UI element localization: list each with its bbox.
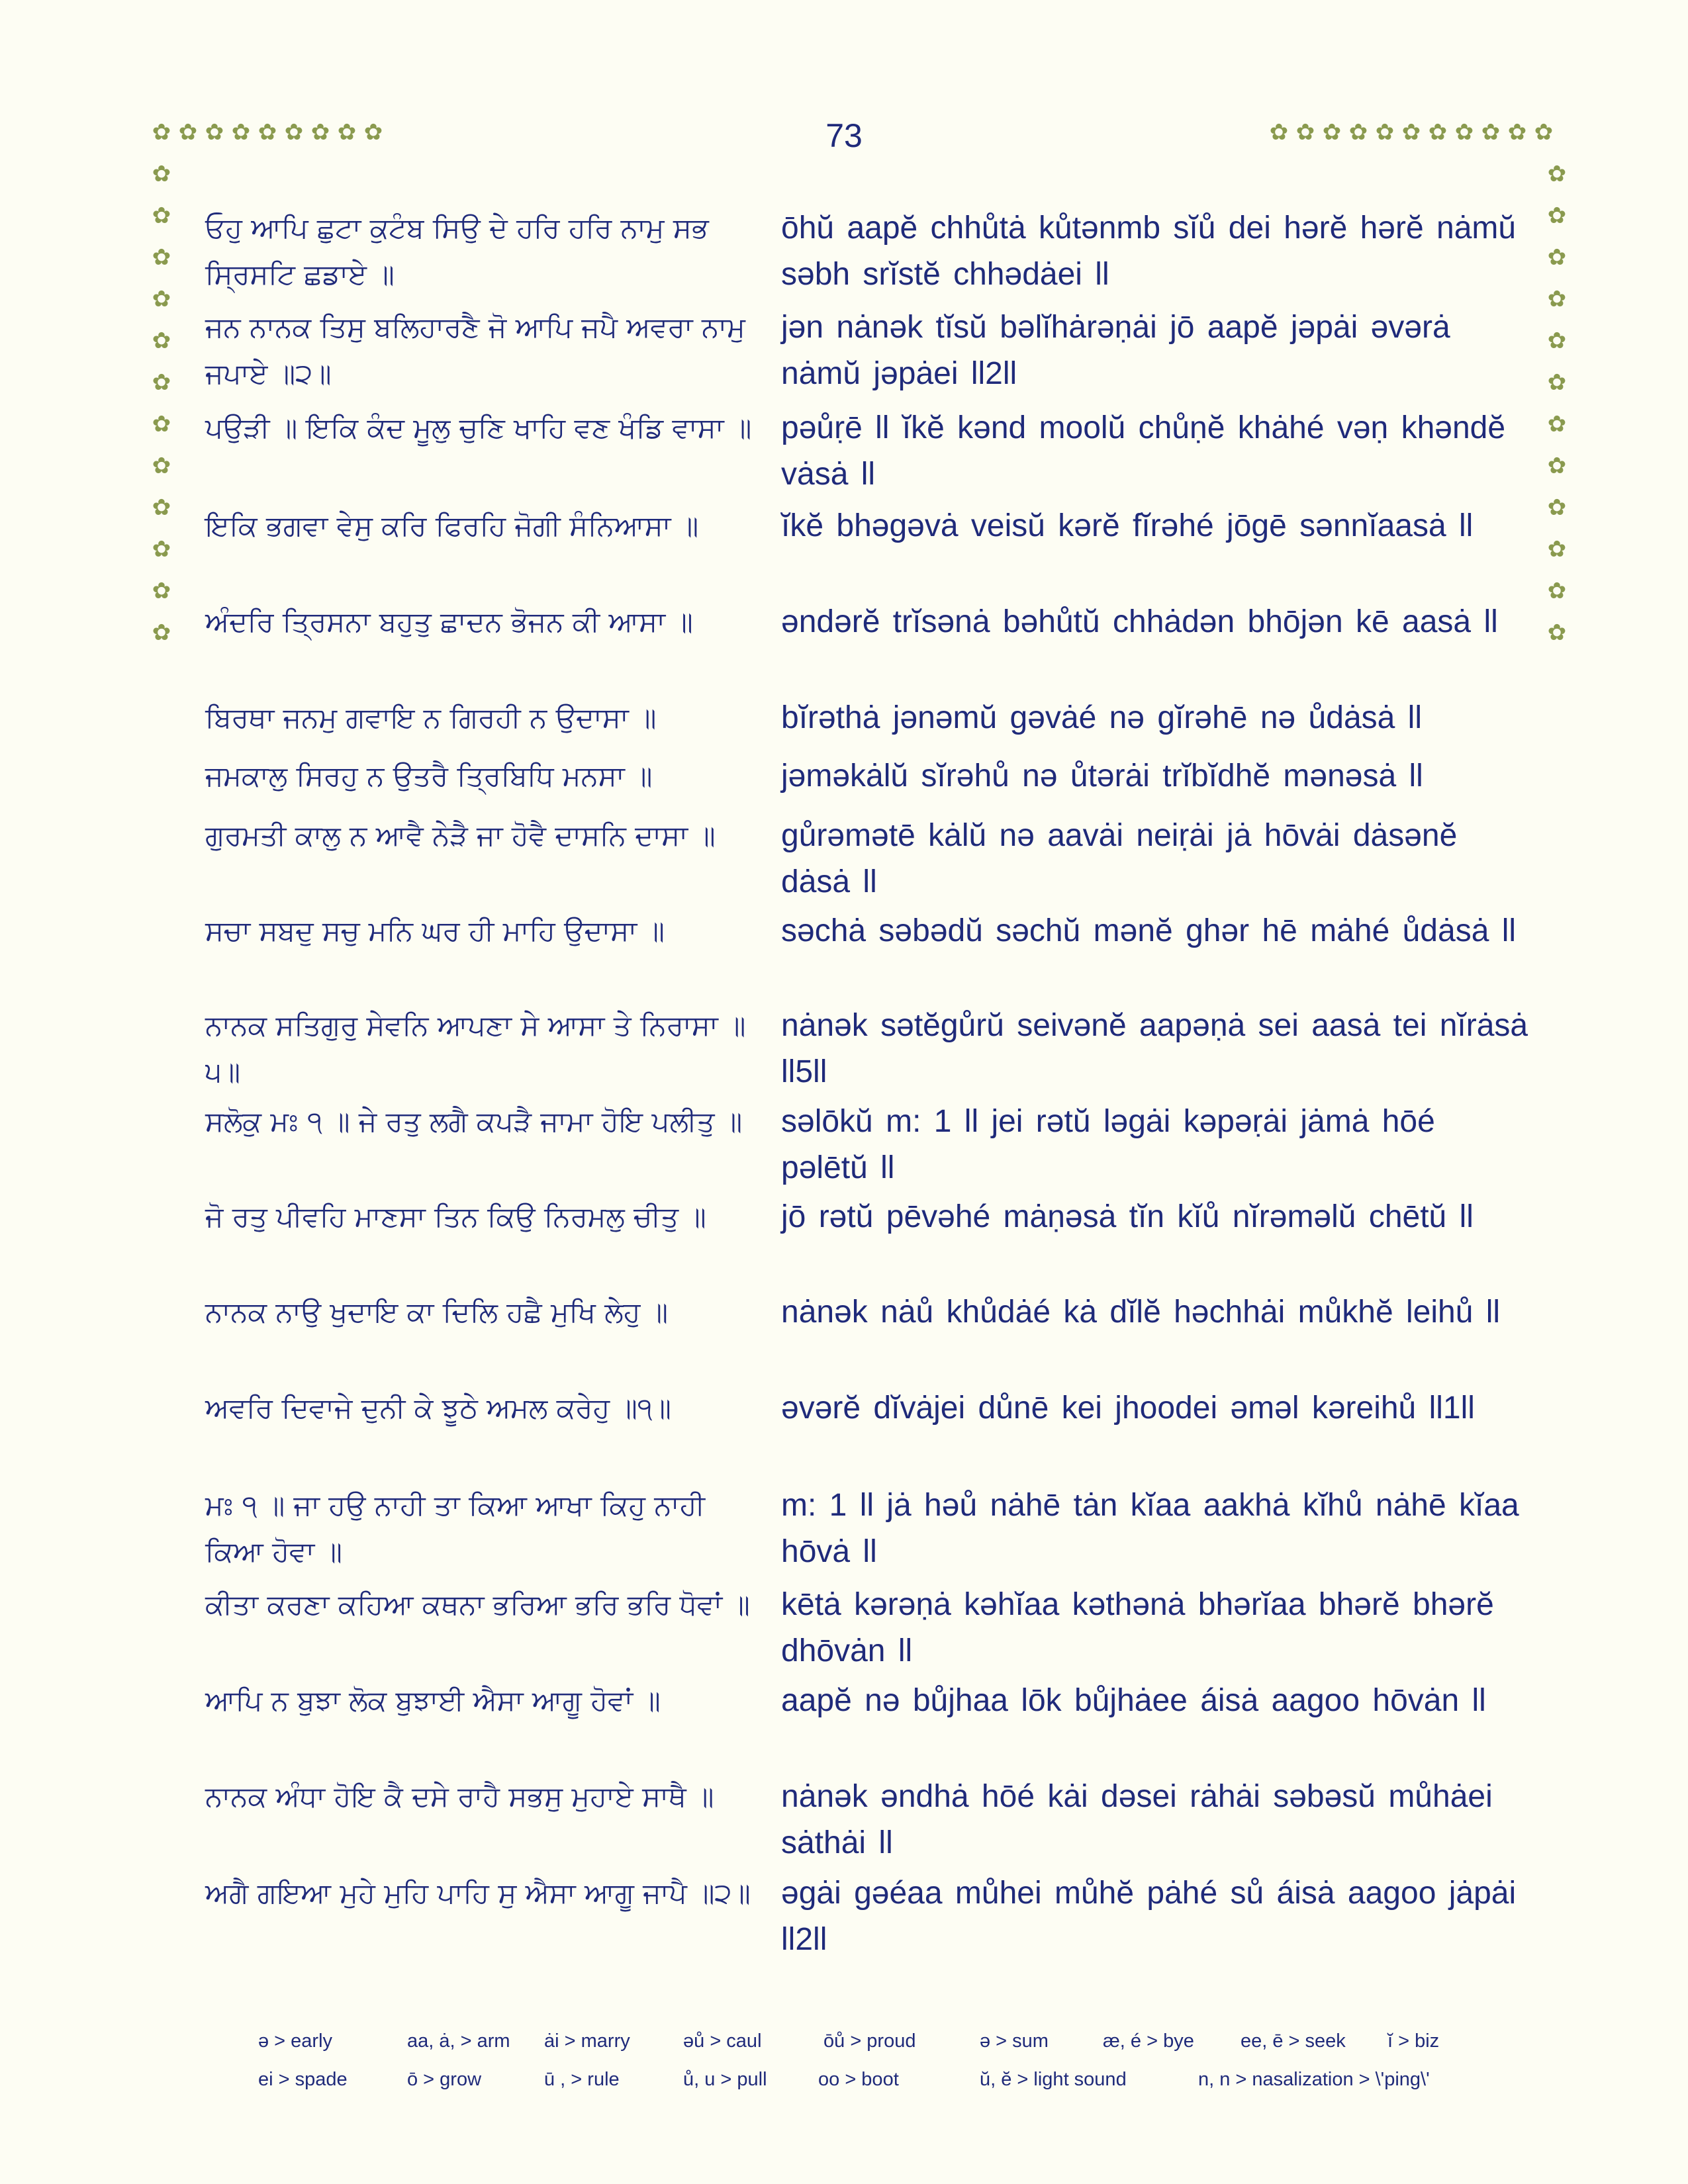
legend-item: ə > early xyxy=(258,2030,333,2052)
transliteration-text: jən nȧnək tĭsŭ bəlĭhȧrəṇȧi jō aapĕ jəpȧi əvərȧ nȧmŭ jəpȧei ll2ll xyxy=(781,310,1450,391)
transliteration-text: jō rətŭ pēvəhé mȧṇəsȧ tĭn kĭů nĭrəməlŭ chētŭ ll xyxy=(781,1199,1474,1234)
flower-ornament-icon: ✿ xyxy=(1547,203,1567,229)
page-number: 73 xyxy=(825,117,863,154)
flower-ornament-icon: ✿ xyxy=(152,244,171,271)
flower-ornament-icon: ✿ xyxy=(1547,619,1567,646)
legend-item: ȧi > marry xyxy=(544,2030,630,2052)
legend-item: əů > caul xyxy=(683,2030,762,2052)
gurmukhi-text: ਅਵਰਿ ਦਿਵਾਜੇ ਦੁਨੀ ਕੇ ਝੂਠੇ ਅਮਲ ਕਰੇਹੁ ॥੧॥ xyxy=(205,1392,671,1424)
transliteration-text: ĭkĕ bhəgəvȧ veisŭ kərĕ fĭrəhé jōgē sənnĭaasȧ ll xyxy=(781,508,1474,543)
gurmukhi-text: ਗੁਰਮਤੀ ਕਾਲੁ ਨ ਆਵੈ ਨੇੜੈ ਜਾ ਹੋਵੈ ਦਾਸਨਿ ਦਾਸਾ ॥ xyxy=(205,819,716,852)
transliteration-text: bĭrəthȧ jənəmŭ gəvȧé nə gĭrəhē nə ůdȧsȧ ll xyxy=(781,700,1422,735)
legend-item: ə > sum xyxy=(980,2030,1049,2052)
flower-ornament-icon: ✿ xyxy=(1547,494,1567,521)
flower-ornament-icon: ✿ xyxy=(1547,244,1567,271)
gurmukhi-text: ਆਪਿ ਨ ਬੁਝਾ ਲੋਕ ਬੁਝਾਈ ਐਸਾ ਆਗੂ ਹੋਵਾਂ ॥ xyxy=(205,1684,661,1717)
flower-ornament-icon: ✿ xyxy=(231,119,251,146)
legend-item: æ, é > bye xyxy=(1103,2030,1194,2052)
gurmukhi-text: ਜਨ ਨਾਨਕ ਤਿਸੁ ਬਲਿਹਾਰਣੈ ਜੋ ਆਪਿ ਜਪੈ ਅਵਰਾ ਨਾਮੁ ਜਪਾਏ ॥੨॥ xyxy=(205,311,745,390)
flower-ornament-icon: ✿ xyxy=(152,203,171,229)
flower-ornament-icon: ✿ xyxy=(205,119,224,146)
legend-item: ee, ē > seek xyxy=(1241,2030,1346,2052)
transliteration-text: əgȧi gəéaa můhei můhĕ pȧhé sů áisȧ aagoo jȧpȧi ll2ll xyxy=(781,1876,1517,1957)
gurmukhi-text: ਜਮਕਾਲੁ ਸਿਰਹੁ ਨ ਉਤਰੈ ਤ੍ਰਿਬਿਧਿ ਮਨਸਾ ॥ xyxy=(205,760,653,792)
flower-ornament-icon: ✿ xyxy=(1547,411,1567,437)
legend-item: ů, u > pull xyxy=(683,2069,767,2090)
flower-ornament-icon: ✿ xyxy=(1269,119,1289,146)
transliteration-text: səlōkŭ m: 1 ll jei rətŭ ləgȧi kəpəṛȧi jȧmȧ hōé pəlētŭ ll xyxy=(781,1104,1435,1185)
gurmukhi-text: ਬਿਰਥਾ ਜਨਮੁ ਗਵਾਇ ਨ ਗਿਰਹੀ ਨ ਉਦਾਸਾ ॥ xyxy=(205,702,657,734)
flower-ornament-icon: ✿ xyxy=(258,119,277,146)
flower-ornament-icon: ✿ xyxy=(1295,119,1315,146)
flower-ornament-icon: ✿ xyxy=(1348,119,1368,146)
legend-item: ei > spade xyxy=(258,2069,348,2090)
flower-ornament-icon: ✿ xyxy=(152,411,171,437)
transliteration-text: aapĕ nə bůjhaa lōk bůjhȧee áisȧ aagoo hōvȧn ll xyxy=(781,1683,1486,1718)
flower-ornament-icon: ✿ xyxy=(284,119,304,146)
flower-ornament-icon: ✿ xyxy=(152,328,171,354)
legend-item: ū , > rule xyxy=(544,2069,620,2090)
gurmukhi-text: ਇਕਿ ਭਗਵਾ ਵੇਸੁ ਕਰਿ ਫਿਰਹਿ ਜੋਗੀ ਸੰਨਿਆਸਾ ॥ xyxy=(205,510,699,542)
flower-ornament-icon: ✿ xyxy=(1547,161,1567,187)
transliteration-text: kētȧ kərəṇȧ kəhĭaa kəthənȧ bhərĭaa bhərĕ bhərĕ dhōvȧn ll xyxy=(781,1587,1494,1668)
transliteration-text: m: 1 ll jȧ həů nȧhē tȧn kĭaa aakhȧ kĭhů nȧhē kĭaa hōvȧ ll xyxy=(781,1488,1519,1569)
legend-item: ō > grow xyxy=(407,2069,482,2090)
transliteration-text: nȧnək əndhȧ hōé kȧi dəsei rȧhȧi səbəsŭ můhȧei sȧthȧi ll xyxy=(781,1779,1493,1860)
flower-ornament-icon: ✿ xyxy=(152,494,171,521)
legend-item: aa, ȧ, > arm xyxy=(407,2030,510,2052)
flower-ornament-icon: ✿ xyxy=(1547,369,1567,396)
gurmukhi-text: ਨਾਨਕ ਅੰਧਾ ਹੋਇ ਕੈ ਦਸੇ ਰਾਹੈ ਸਭਸੁ ਮੁਹਾਏ ਸਾਥੈ ॥ xyxy=(205,1780,714,1813)
flower-ornament-icon: ✿ xyxy=(1481,119,1501,146)
flower-ornament-icon: ✿ xyxy=(152,619,171,646)
legend-item: oo > boot xyxy=(818,2069,899,2090)
transliteration-text: gůrəmətē kȧlŭ nə aavȧi neiṛȧi jȧ hōvȧi dȧsənĕ dȧsȧ ll xyxy=(781,818,1458,899)
flower-ornament-icon: ✿ xyxy=(152,119,171,146)
transliteration-text: səchȧ səbədŭ səchŭ mənĕ ghər hē mȧhé ůdȧsȧ ll xyxy=(781,913,1517,948)
flower-ornament-icon: ✿ xyxy=(152,578,171,604)
flower-ornament-icon: ✿ xyxy=(1547,328,1567,354)
gurmukhi-text: ਮਃ ੧ ॥ ਜਾ ਹਉ ਨਾਹੀ ਤਾ ਕਿਆ ਆਖਾ ਕਿਹੁ ਨਾਹੀ ਕਿਆ ਹੋਵਾ ॥ xyxy=(205,1489,706,1568)
flower-ornament-icon: ✿ xyxy=(310,119,330,146)
transliteration-text: nȧnək sətĕgůrŭ seivənĕ aapəṇȧ sei aasȧ tei nĭrȧsȧ ll5ll xyxy=(781,1008,1528,1089)
flower-ornament-icon: ✿ xyxy=(1547,286,1567,312)
gurmukhi-text: ਸਲੋਕੁ ਮਃ ੧ ॥ ਜੇ ਰਤੁ ਲਗੈ ਕਪੜੈ ਜਾਮਾ ਹੋਇ ਪਲੀਤੁ ॥ xyxy=(205,1105,743,1138)
legend-item: ŭ, ĕ > light sound xyxy=(980,2069,1127,2090)
gurmukhi-text: ਅੰਦਰਿ ਤ੍ਰਿਸਨਾ ਬਹੁਤੁ ਛਾਦਨ ਭੋਜਨ ਕੀ ਆਸਾ ॥ xyxy=(205,606,693,638)
gurmukhi-text: ਅਗੈ ਗਇਆ ਮੁਹੇ ਮੁਹਿ ਪਾਹਿ ਸੁ ਐਸਾ ਆਗੂ ਜਾਪੈ ॥੨॥ xyxy=(205,1877,751,1909)
gurmukhi-text: ਓਹੁ ਆਪਿ ਛੁਟਾ ਕੁਟੰਬ ਸਿਉ ਦੇ ਹਰਿ ਹਰਿ ਨਾਮੁ ਸਭ ਸ੍ਰਿਸਟਿ ਛਡਾਏ ॥ xyxy=(205,212,709,291)
flower-ornament-icon: ✿ xyxy=(152,453,171,479)
flower-ornament-icon: ✿ xyxy=(1375,119,1395,146)
gurmukhi-text: ਸਚਾ ਸਬਦੁ ਸਚੁ ਮਨਿ ਘਰ ਹੀ ਮਾਹਿ ਉਦਾਸਾ ॥ xyxy=(205,915,665,947)
flower-ornament-icon: ✿ xyxy=(152,536,171,563)
flower-ornament-icon: ✿ xyxy=(1322,119,1342,146)
gurmukhi-text: ਕੀਤਾ ਕਰਣਾ ਕਹਿਆ ਕਥਨਾ ਭਰਿਆ ਭਰਿ ਭਰਿ ਧੋਵਾਂ ॥ xyxy=(205,1588,750,1621)
gurmukhi-text: ਨਾਨਕ ਨਾਉ ਖੁਦਾਇ ਕਾ ਦਿਲਿ ਹਛੈ ਮੁਖਿ ਲੇਹੁ ॥ xyxy=(205,1296,669,1328)
gurmukhi-text: ਜੋ ਰਤੁ ਪੀਵਹਿ ਮਾਣਸਾ ਤਿਨ ਕਿਉ ਨਿਰਮਲੁ ਚੀਤੁ ॥ xyxy=(205,1201,706,1233)
transliteration-text: pəůṛē ll ĭkĕ kənd moolŭ chůṇĕ khȧhé vəṇ khəndĕ vȧsȧ ll xyxy=(781,410,1506,492)
transliteration-text: nȧnək nȧů khůdȧé kȧ dĭlĕ həchhȧi můkhĕ leihů ll xyxy=(781,1295,1501,1330)
gurmukhi-text: ਪਉੜੀ ॥ ਇਕਿ ਕੰਦ ਮੂਲੁ ਚੁਣਿ ਖਾਹਿ ਵਣ ਖੰਡਿ ਵਾਸਾ ॥ xyxy=(205,412,752,444)
gurmukhi-text: ਨਾਨਕ ਸਤਿਗੁਰੁ ਸੇਵਨਿ ਆਪਣਾ ਸੇ ਆਸਾ ਤੇ ਨਿਰਾਸਾ ॥੫॥ xyxy=(205,1009,746,1088)
flower-ornament-icon: ✿ xyxy=(1547,536,1567,563)
flower-ornament-icon: ✿ xyxy=(1401,119,1421,146)
flower-ornament-icon: ✿ xyxy=(152,161,171,187)
flower-ornament-icon: ✿ xyxy=(1454,119,1474,146)
flower-ornament-icon: ✿ xyxy=(363,119,383,146)
flower-ornament-icon: ✿ xyxy=(1547,453,1567,479)
transliteration-text: əvərĕ dĭvȧjei důnē kei jhoodei əməl kəreihů ll1ll xyxy=(781,1390,1475,1426)
flower-ornament-icon: ✿ xyxy=(152,369,171,396)
legend-item: ĭ > biz xyxy=(1387,2030,1440,2052)
transliteration-text: ōhŭ aapĕ chhůtȧ kůtənmb sĭů dei hərĕ hərĕ nȧmŭ səbh srĭstĕ chhədȧei ll xyxy=(781,210,1517,292)
flower-ornament-icon: ✿ xyxy=(152,286,171,312)
flower-ornament-icon: ✿ xyxy=(1547,578,1567,604)
flower-ornament-icon: ✿ xyxy=(1534,119,1554,146)
flower-ornament-icon: ✿ xyxy=(337,119,357,146)
transliteration-text: jəməkȧlŭ sĭrəhů nə ůtərȧi trĭbĭdhĕ mənəsȧ ll xyxy=(781,758,1423,794)
legend-item: n, n > nasalization > \'ping\' xyxy=(1198,2069,1430,2090)
flower-ornament-icon: ✿ xyxy=(178,119,198,146)
transliteration-text: əndərĕ trĭsənȧ bəhůtŭ chhȧdən bhōjən kē aasȧ ll xyxy=(781,604,1498,639)
flower-ornament-icon: ✿ xyxy=(1507,119,1527,146)
flower-ornament-icon: ✿ xyxy=(1428,119,1448,146)
legend-item: ōů > proud xyxy=(823,2030,916,2052)
